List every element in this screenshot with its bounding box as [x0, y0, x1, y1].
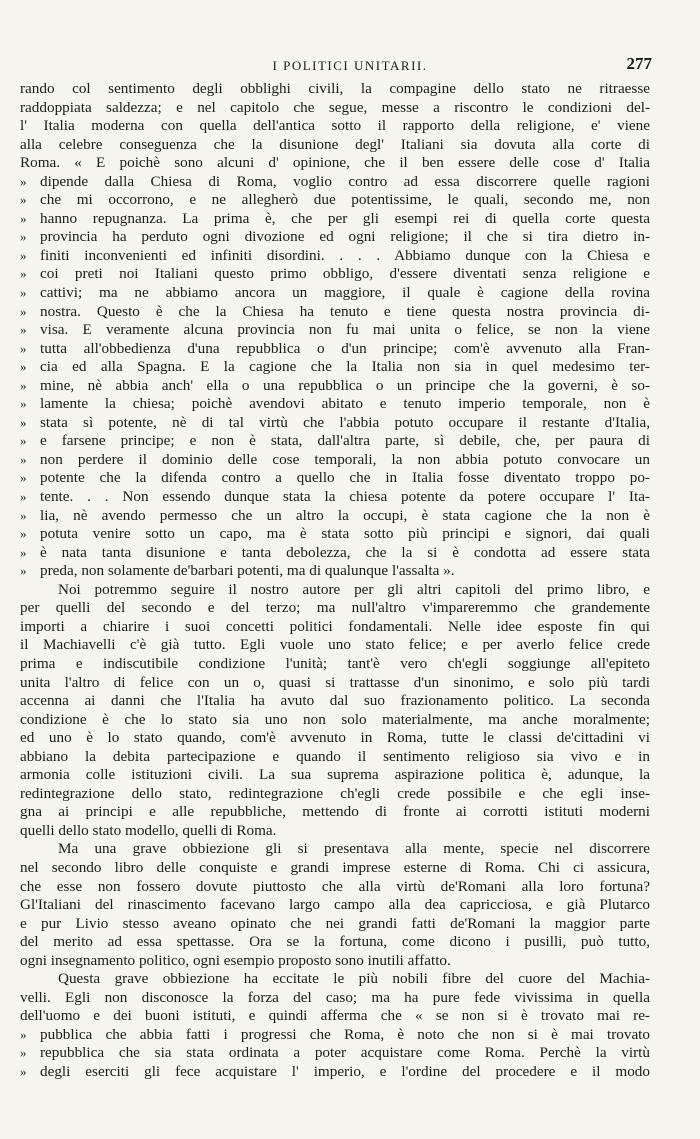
text-line: » e farsene principe; e non è stata, dall'altra parte, sì debile, che, per paura di — [20, 432, 650, 451]
text-line: » pubblica che abbia fatti i progressi che Roma, è noto che non si è mai trovato — [20, 1026, 650, 1045]
body-text — [20, 80, 650, 1082]
text-line: ogni insegnamento politico, ogni esempio proposto sono inutili affatto. — [20, 951, 451, 969]
text-line: e pur Livio stesso aveano opinato che nei grandi fatti de'Romani la maggior parte — [20, 914, 650, 932]
text-line: il Machiavelli c'è già tutto. Egli vuole uno stato felice; e per averlo felice crede — [20, 636, 650, 654]
text-line: redintegrazione dello stato, redintegrazione ch'egli crede possibile e che egli inse- — [20, 784, 650, 802]
text-line: » non perdere il dominio delle cose temporali, la non abbia potuto convocare un — [20, 451, 650, 470]
text-line: » lia, nè avendo permesso che un altro la occupi, è stata cagione che la non è — [20, 507, 650, 526]
text-line: » cattivi; ma ne abbiamo ancora un maggiore, il quale è cagione della rovina — [20, 284, 650, 303]
text-line: » hanno repugnanza. La prima è, che per gli esempi rei di quella corte questa — [20, 210, 650, 229]
text-line: » provincia ha perduto ogni divozione ed ogni religione; il che si tira dietro in- — [20, 228, 650, 247]
page-number: 277 — [626, 54, 652, 73]
text-line: raddoppiata saldezza; e nel capitolo che segue, messe a riscontro le condizioni del- — [20, 98, 650, 116]
text-line: Ma una grave obbiezione gli si presentava alla mente, specie nel discorrere — [58, 840, 650, 858]
text-line: » potente che la difenda contro a quello che in Italia fosse diventato troppo po- — [20, 469, 650, 488]
text-line: alla celebre conseguenza che la disunione degl' Italiani sia dovuta alla corte di — [20, 135, 650, 153]
text-line: » finiti inconvenienti ed infiniti disordini. . . . Abbiamo dunque con la Chiesa e — [20, 247, 650, 266]
text-line: » che mi occorrono, e ne allegherò due potentissime, le quali, secondo me, non — [20, 191, 650, 210]
text-line: Gl'Italiani del rinascimento facevano largo campo alla dea capricciosa, e già Plutarco — [20, 896, 650, 914]
text-line: » visa. E veramente alcuna provincia non fu mai unita o felice, se non la viene — [20, 321, 650, 340]
running-title: I POLITICI UNITARII. — [272, 58, 428, 73]
text-line: per quelli del secondo e del terzo; ma null'altro v'impareremmo che grandemente — [20, 599, 650, 617]
text-line: » mine, nè abbia anch' ella o una repubblica o un principe che la governi, è so- — [20, 377, 650, 396]
text-line: l' Italia moderna con quella dell'antica sotto il rapporto della religione, e' viene — [20, 117, 650, 135]
text-line: » dipende dalla Chiesa di Roma, voglio contro ad essa discorrere quelle ragioni — [20, 173, 650, 192]
text-line: » cia ed alla Spagna. E la cagione che la Italia non sia in quel medesimo ter- — [20, 358, 650, 377]
text-line: Questa grave obbiezione ha eccitate le più nobili fibre del cuore del Machia- — [58, 970, 650, 988]
text-line: del merito ad essa spettasse. Ora se la fortuna, come dicono i pusilli, può tutto, — [20, 933, 650, 951]
text-line: importi a chiarire i suoi concetti politici fondamentali. Nelle idee esposte fin qui — [20, 617, 650, 635]
text-line: Roma. « E poichè sono alcuni d' opinione, che il ben essere delle cose d' Italia — [20, 154, 650, 172]
text-line: prima e indiscutibile condizione l'unità; tant'è vero ch'egli soggiunge all'epiteto — [20, 654, 650, 672]
text-line: Noi potremmo seguire il nostro autore per gli altri capitoli del primo libro, e — [58, 580, 650, 598]
text-line: » repubblica che sia stata ordinata a poter acquistare come Roma. Perchè la virtù — [20, 1044, 650, 1063]
text-line: accenna ai danni che l'Italia ha avuto dal suo frazionamento politico. La seconda — [20, 692, 650, 710]
page-header — [20, 54, 680, 76]
text-line: » tutta all'obbedienza d'una repubblica o d'un principe; com'è avvenuto alla Fran- — [20, 340, 650, 359]
text-line: condizione è che lo stato sia uno non solo materialmente, ma anche moralmente; — [20, 710, 650, 728]
text-line: » stata sì potente, nè di tal virtù che l'abbia potuto occupare il restante d'Italia, — [20, 414, 650, 433]
text-line: » è nata tanta disunione e tanta debolezza, che la si è condotta ad essere stata — [20, 544, 650, 563]
text-line: nel secondo libro delle conquiste e grandi imprese esterne di Roma. Chi ci assicura, — [20, 858, 650, 876]
text-line: » degli eserciti gli fece acquistare l' imperio, e l'ordine del procedere e il modo — [20, 1063, 650, 1082]
text-line: dell'uomo e dei buoni istituti, e quindi afferma che « se non si è trovato mai re- — [20, 1007, 650, 1025]
text-line: » nostra. Questo è che la Chiesa ha tenuto e tiene questa nostra provincia di- — [20, 303, 650, 322]
text-line: armonia colle istituzioni civili. La sua suprema aspirazione politica è, adunque, la — [20, 766, 650, 784]
text-line: unita l'altro di felice con un o, quasi si trattasse d'un sinonimo, e solo più tardi — [20, 673, 650, 691]
text-line: che esse non fossero dovute piuttosto che alla virtù de'Romani alla loro fortuna? — [20, 877, 650, 895]
text-line: quelli dello stato modello, quelli di Roma. — [20, 821, 277, 839]
text-line: » coi preti noi Italiani questo primo obbligo, d'essere diventati senza religione e — [20, 265, 650, 284]
text-line: ed uno è lo stato quando, com'è avvenuto in Roma, tutte le classi de'cittadini vi — [20, 729, 650, 747]
text-line: » tente. . . Non essendo dunque stata la chiesa potente da potere occupare l' Ita- — [20, 488, 650, 507]
text-line: velli. Egli non disconosce la forza del caso; ma ha pure fede vivissima in quella — [20, 988, 650, 1006]
text-line: » potuta venire sotto un capo, ma è stata sotto più principi e signori, dai quali — [20, 525, 650, 544]
text-line: gna ai principi e alle repubbliche, mettendo di fronte ai corrotti istituti moderni — [20, 803, 650, 821]
text-line: » lamente la chiesa; poichè avendovi abitato e tenuto imperio temporale, non è — [20, 395, 650, 414]
text-line: » preda, non solamente de'barbari potenti, ma di qualunque l'assalta ». — [20, 562, 650, 581]
text-line: abbiano la debita partecipazione e quando il sentimento religioso sia vivo e in — [20, 747, 650, 765]
text-line: rando col sentimento degli obblighi civili, la compagine dello stato ne ritraesse — [20, 80, 650, 97]
